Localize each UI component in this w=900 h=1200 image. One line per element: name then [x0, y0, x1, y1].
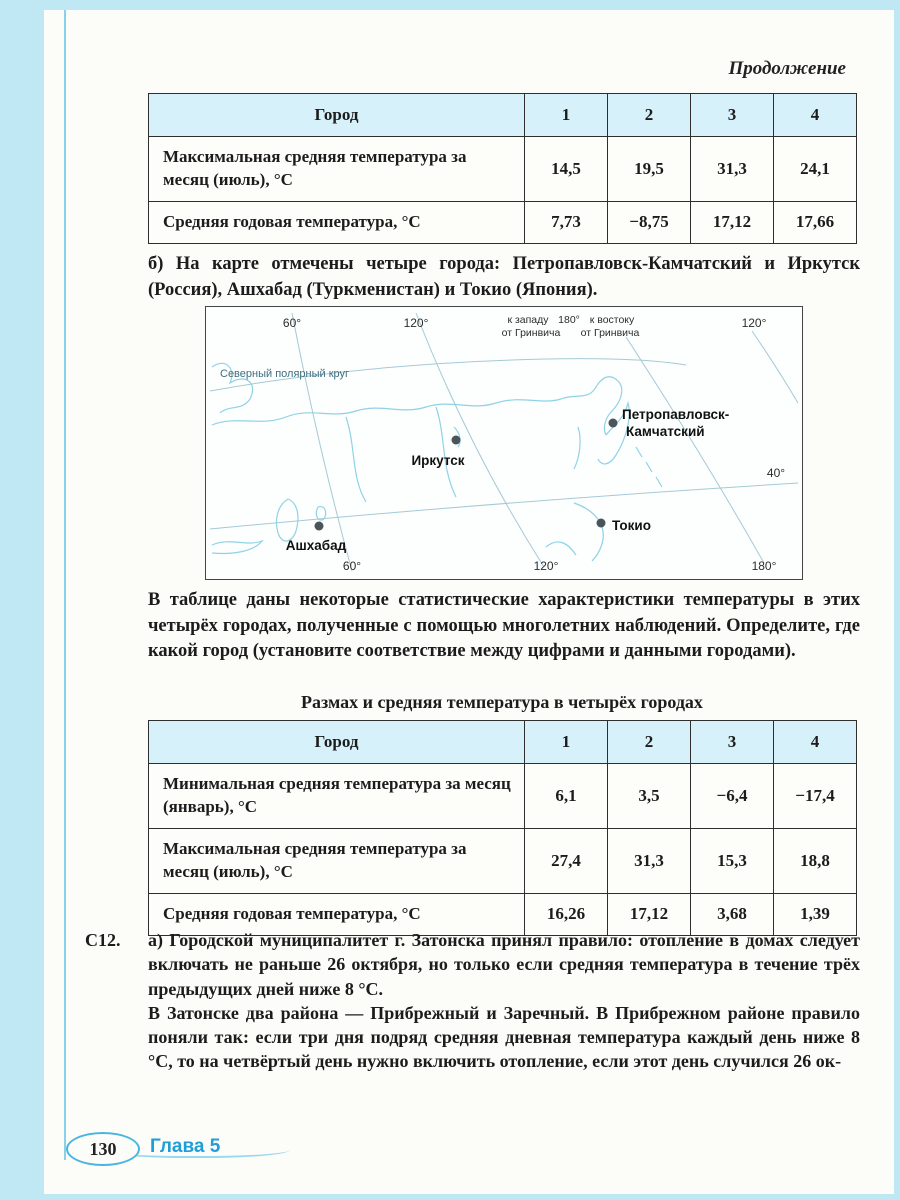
problem-c12 — [85, 928, 860, 1074]
row-label: Средняя годовая температура, °С — [149, 201, 525, 243]
cell-value: 31,3 — [608, 828, 691, 893]
margin-rule — [64, 10, 66, 1160]
map-note-greenwich: от Гринвича — [501, 327, 561, 339]
cell-value: 7,73 — [525, 201, 608, 243]
table-row — [149, 764, 857, 829]
cell-value: 27,4 — [525, 828, 608, 893]
city-label-tokyo: Токио — [612, 518, 651, 533]
continuation-header: Продолжение — [728, 58, 846, 79]
problem-text — [148, 928, 860, 1074]
cell-value: 24,1 — [774, 137, 857, 202]
cell-value: 1,39 — [774, 893, 857, 935]
city-dot-irkutsk — [452, 436, 461, 445]
arctic-circle-label: Северный полярный круг — [220, 368, 350, 380]
city-label-irkutsk: Иркутск — [411, 453, 465, 468]
meridian-label: 120° — [741, 316, 767, 330]
problem-paragraph: В Затонске два района — Прибрежный и Заречный. В Прибрежном районе правило поняли так: если три дня подряд средняя дневная температура каждый день ниже 8 °С, то на четвёртый день нужно включить отопление, если этот день случился 26 ок- — [148, 1002, 860, 1072]
table-header-row — [149, 721, 857, 764]
row-label: Средняя годовая температура, °С — [149, 893, 525, 935]
cell-value: 15,3 — [691, 828, 774, 893]
cell-value: 6,1 — [525, 764, 608, 829]
cell-value: −8,75 — [608, 201, 691, 243]
meridian-label: 120° — [403, 316, 429, 330]
book-page — [44, 10, 894, 1194]
map-figure — [205, 306, 803, 580]
cell-value: 16,26 — [525, 893, 608, 935]
cell-value: −6,4 — [691, 764, 774, 829]
cell-value: 17,66 — [774, 201, 857, 243]
cell-value: 3,5 — [608, 764, 691, 829]
col-header-1: 1 — [525, 94, 608, 137]
meridian-label: 60° — [282, 316, 302, 330]
meridian-label: 120° — [533, 559, 559, 573]
row-label: Максимальная средняя температура за месяц (июль), °С — [149, 828, 525, 893]
col-header-4: 4 — [774, 94, 857, 137]
temperature-table-top — [148, 93, 857, 244]
cell-value: 17,12 — [691, 201, 774, 243]
chapter-label: Глава 5 — [150, 1136, 221, 1157]
meridian-label: 180° — [751, 559, 777, 573]
col-header-city: Город — [149, 94, 525, 137]
col-header-3: 3 — [691, 94, 774, 137]
col-header-city: Город — [149, 721, 525, 764]
city-dot-petropavlovsk — [609, 419, 618, 428]
page-number-badge: 130 — [66, 1132, 140, 1166]
map-note-west: к западу — [507, 314, 549, 326]
cell-value: 17,12 — [608, 893, 691, 935]
row-label: Минимальная средняя температура за месяц (январь), °С — [149, 764, 525, 829]
col-header-3: 3 — [691, 721, 774, 764]
table2-title: Размах и средняя температура в четырёх городах — [301, 692, 703, 712]
col-header-2: 2 — [608, 94, 691, 137]
row-label: Максимальная средняя температура за месяц (июль), °С — [149, 137, 525, 202]
col-header-1: 1 — [525, 721, 608, 764]
cell-value: 3,68 — [691, 893, 774, 935]
col-header-2: 2 — [608, 721, 691, 764]
map-note-east: к востоку — [589, 314, 635, 326]
col-header-4: 4 — [774, 721, 857, 764]
table-row — [149, 137, 857, 202]
problem-number: С12. — [85, 930, 121, 950]
graticule-lines — [210, 313, 798, 571]
temperature-table-bottom — [148, 720, 857, 936]
city-label-petropavlovsk-2: Камчатский — [626, 424, 705, 439]
cell-value: −17,4 — [774, 764, 857, 829]
table-row — [149, 201, 857, 243]
problem-paragraph: а) Городской муниципалитет г. Затонска принял правило: отопление в домах следует включать не раньше 26 октября, но только если средняя температура в течение трёх предыдущих дней ниже 8 °С. — [148, 930, 860, 999]
cell-value: 14,5 — [525, 137, 608, 202]
meridian-label: 60° — [342, 559, 362, 573]
city-label-ashgabat: Ашхабад — [285, 538, 347, 553]
map-note-greenwich: от Гринвича — [580, 327, 640, 339]
parallel-label: 40° — [766, 466, 786, 480]
map-svg — [206, 307, 802, 577]
map-note-180: 180° — [558, 314, 580, 326]
paragraph-b: б) На карте отмечены четыре города: Петропавловск-Камчатский и Иркутск (Россия), Ашхабад (Туркменистан) и Токио (Япония). — [148, 254, 860, 300]
cell-value: 31,3 — [691, 137, 774, 202]
cell-value: 18,8 — [774, 828, 857, 893]
paragraph-intro: В таблице даны некоторые статистические характеристики температуры в этих четырёх городах, полученные с помощью многолетних наблюдений. Определите, где какой город (установите соответствие между цифрами и данными городами). — [148, 590, 860, 662]
city-label-petropavlovsk-1: Петропавловск- — [622, 407, 730, 422]
cell-value: 19,5 — [608, 137, 691, 202]
table-header-row — [149, 94, 857, 137]
city-dot-ashgabat — [315, 522, 324, 531]
table-row — [149, 828, 857, 893]
city-dot-tokyo — [597, 519, 606, 528]
